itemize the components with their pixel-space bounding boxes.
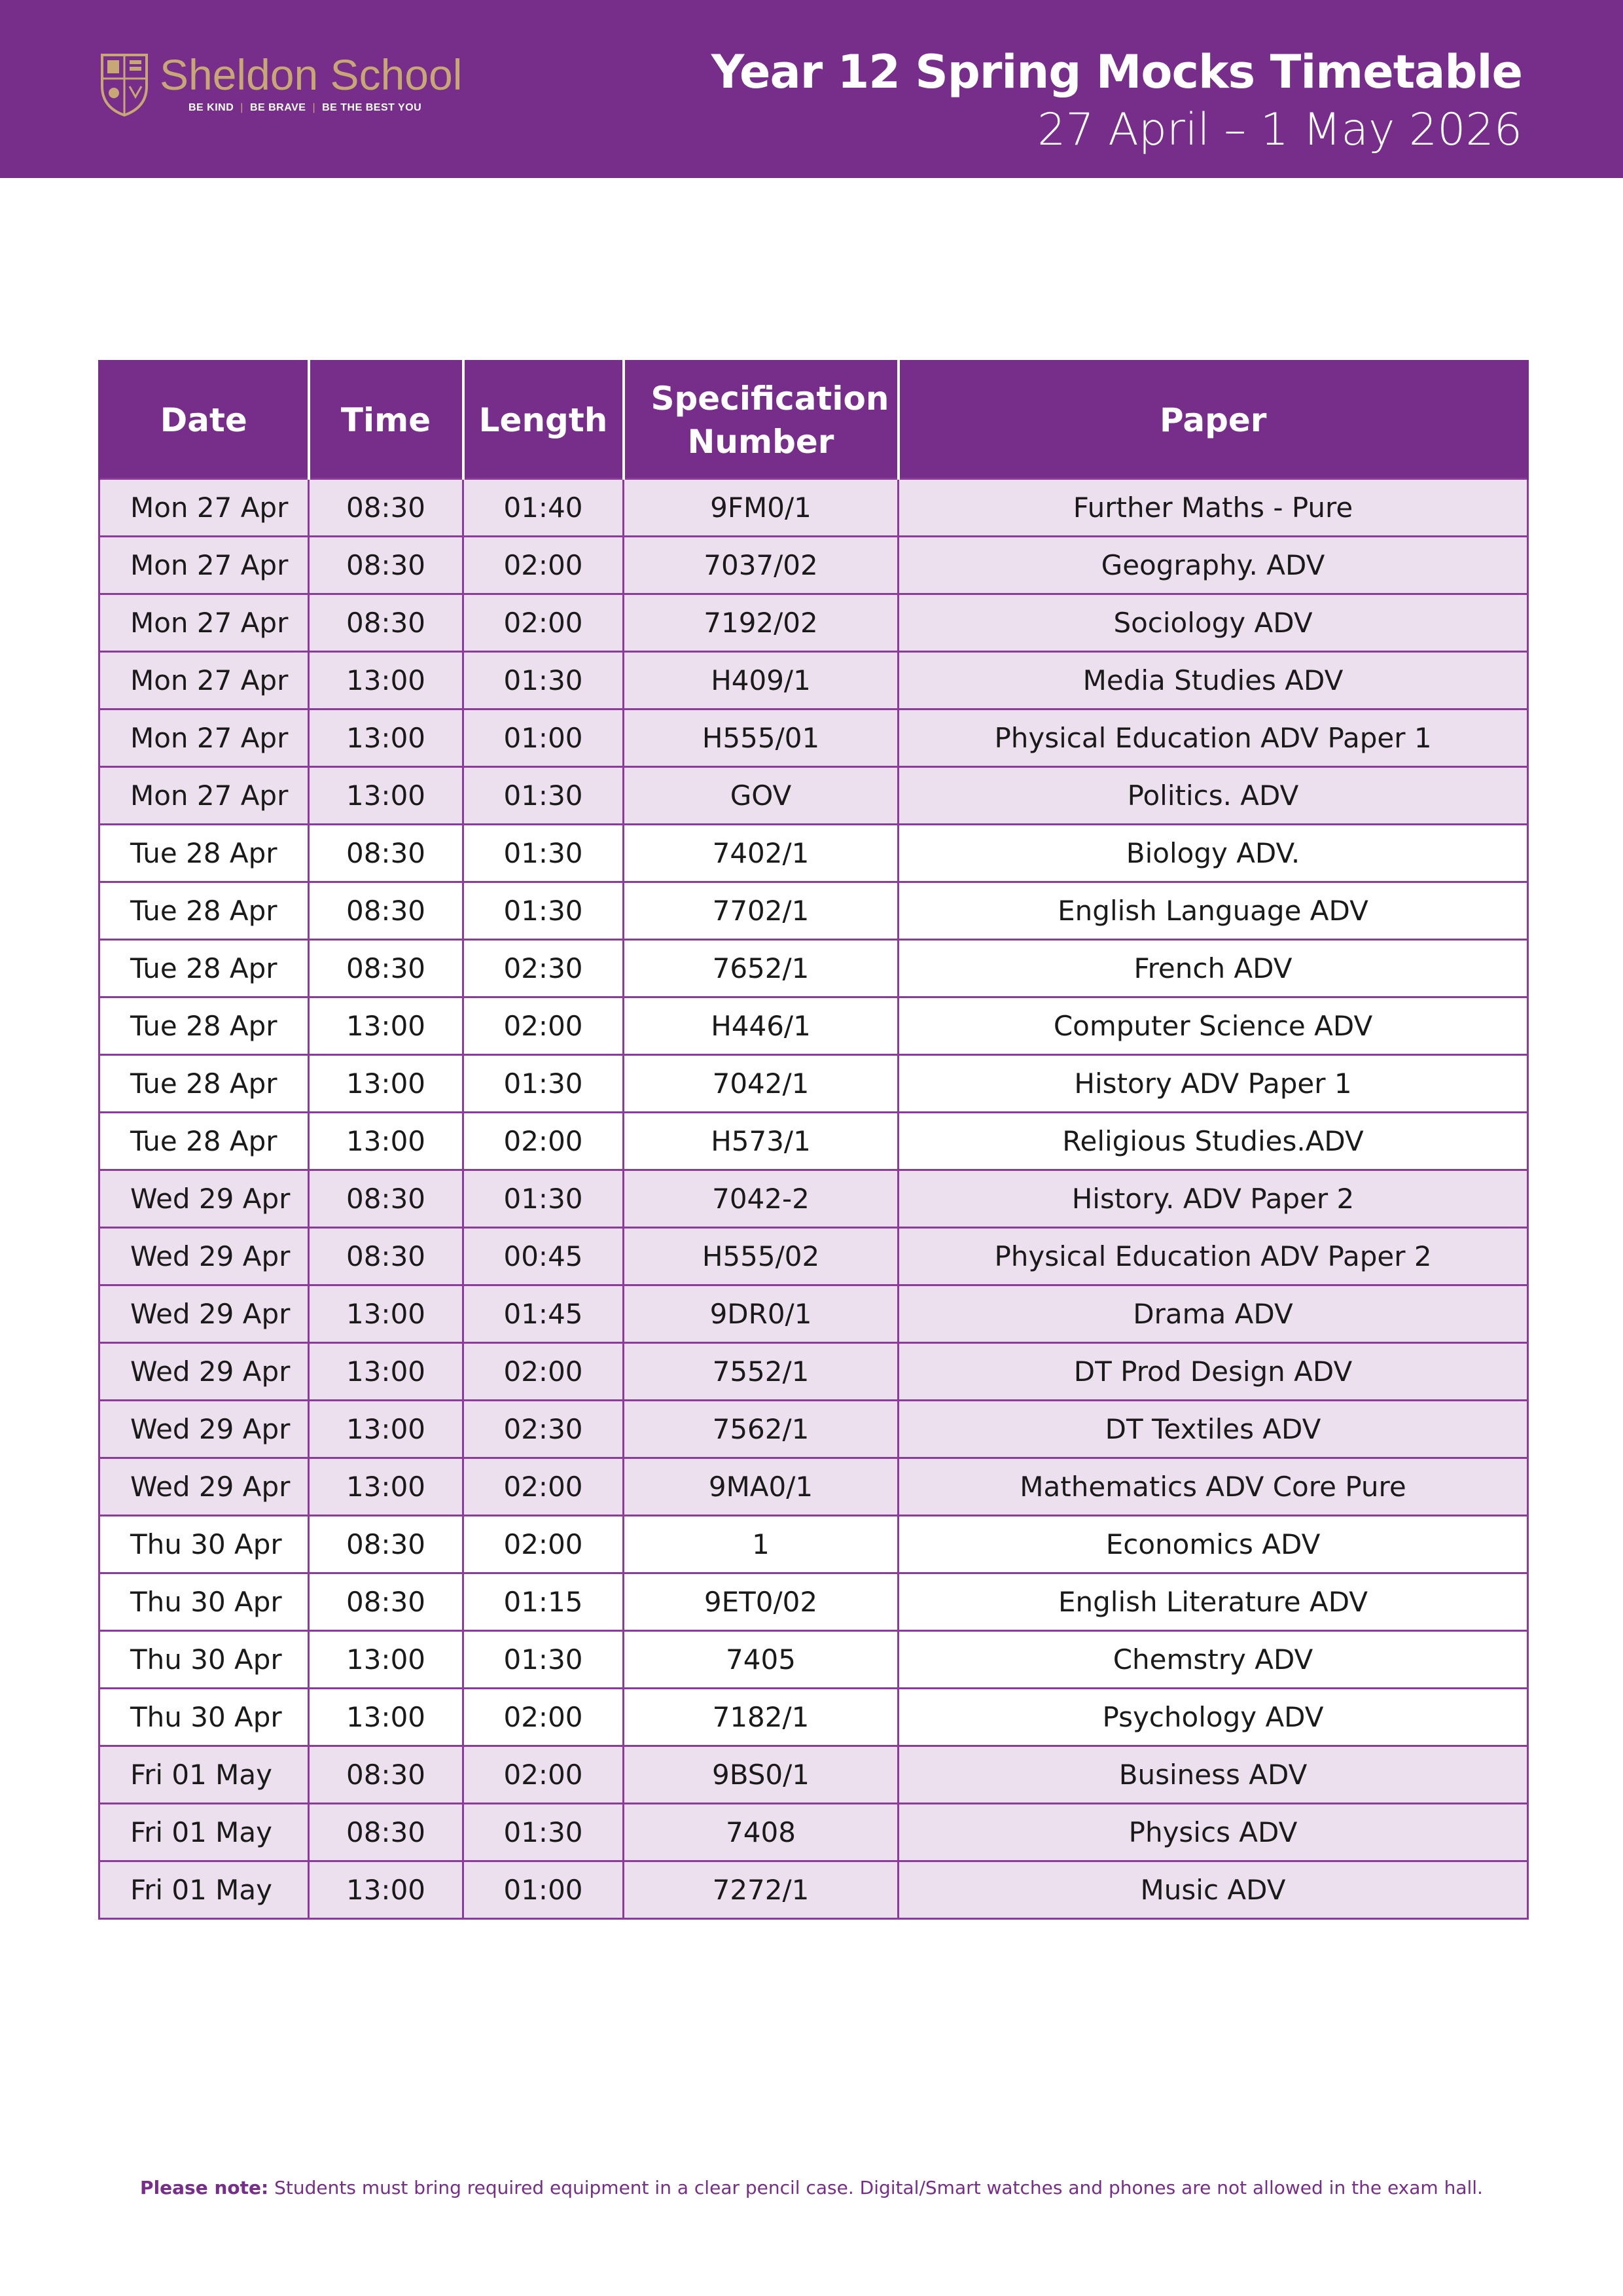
cell-specification-number: 7562/1 — [624, 1401, 899, 1458]
cell-time: 08:30 — [309, 1170, 463, 1228]
cell-specification-number: 9FM0/1 — [624, 479, 899, 537]
tagline-part: BE KIND — [188, 102, 234, 113]
school-logo — [99, 50, 463, 122]
cell-paper: Geography. ADV — [899, 537, 1528, 594]
table-row — [99, 1113, 1528, 1170]
table-row — [99, 1458, 1528, 1516]
cell-length: 01:45 — [463, 1285, 624, 1343]
cell-paper: Sociology ADV — [899, 594, 1528, 652]
table-row — [99, 479, 1528, 537]
cell-date: Wed 29 Apr — [99, 1458, 309, 1516]
column-header-length: Length — [463, 361, 624, 479]
cell-specification-number: 7042-2 — [624, 1170, 899, 1228]
cell-time: 13:00 — [309, 1689, 463, 1746]
cell-date: Mon 27 Apr — [99, 767, 309, 825]
cell-time: 08:30 — [309, 1573, 463, 1631]
cell-time: 13:00 — [309, 767, 463, 825]
cell-paper: Politics. ADV — [899, 767, 1528, 825]
cell-date: Tue 28 Apr — [99, 997, 309, 1055]
cell-time: 13:00 — [309, 1861, 463, 1919]
cell-length: 02:00 — [463, 594, 624, 652]
cell-specification-number: 1 — [624, 1516, 899, 1573]
cell-specification-number: 7402/1 — [624, 825, 899, 882]
table-header-row — [99, 361, 1528, 479]
cell-paper: DT Prod Design ADV — [899, 1343, 1528, 1401]
cell-length: 02:00 — [463, 1458, 624, 1516]
table-row — [99, 825, 1528, 882]
cell-paper: History ADV Paper 1 — [899, 1055, 1528, 1113]
cell-date: Mon 27 Apr — [99, 652, 309, 709]
cell-time: 08:30 — [309, 1228, 463, 1285]
cell-date: Wed 29 Apr — [99, 1228, 309, 1285]
note-label: Please note: — [140, 2177, 269, 2198]
cell-length: 01:30 — [463, 882, 624, 940]
cell-specification-number: 7182/1 — [624, 1689, 899, 1746]
cell-length: 01:15 — [463, 1573, 624, 1631]
table-row — [99, 1228, 1528, 1285]
footer-note — [0, 2177, 1623, 2198]
cell-date: Tue 28 Apr — [99, 882, 309, 940]
note-text: Students must bring required equipment in a clear pencil case. Digital/Smart watches and phones are not allowed in the exam hall. — [268, 2177, 1483, 2198]
cell-paper: Religious Studies.ADV — [899, 1113, 1528, 1170]
cell-length: 02:00 — [463, 997, 624, 1055]
cell-time: 13:00 — [309, 1343, 463, 1401]
cell-specification-number: H555/01 — [624, 709, 899, 767]
cell-time: 13:00 — [309, 1113, 463, 1170]
table-row — [99, 997, 1528, 1055]
cell-time: 08:30 — [309, 1746, 463, 1804]
cell-paper: Economics ADV — [899, 1516, 1528, 1573]
cell-time: 08:30 — [309, 1804, 463, 1861]
cell-specification-number: H409/1 — [624, 652, 899, 709]
cell-length: 01:40 — [463, 479, 624, 537]
cell-length: 01:30 — [463, 652, 624, 709]
cell-time: 08:30 — [309, 825, 463, 882]
cell-time: 13:00 — [309, 1285, 463, 1343]
cell-date: Tue 28 Apr — [99, 940, 309, 997]
cell-time: 08:30 — [309, 882, 463, 940]
cell-specification-number: 9DR0/1 — [624, 1285, 899, 1343]
cell-length: 01:00 — [463, 709, 624, 767]
cell-date: Thu 30 Apr — [99, 1516, 309, 1573]
table-row — [99, 1631, 1528, 1689]
page-header — [0, 0, 1623, 178]
school-crest-icon — [99, 52, 149, 118]
cell-time: 13:00 — [309, 1055, 463, 1113]
cell-date: Fri 01 May — [99, 1804, 309, 1861]
cell-paper: Media Studies ADV — [899, 652, 1528, 709]
cell-paper: Physics ADV — [899, 1804, 1528, 1861]
cell-date: Wed 29 Apr — [99, 1285, 309, 1343]
cell-date: Wed 29 Apr — [99, 1343, 309, 1401]
cell-length: 02:00 — [463, 1113, 624, 1170]
title-block — [711, 42, 1522, 158]
table-row — [99, 1516, 1528, 1573]
cell-paper: English Literature ADV — [899, 1573, 1528, 1631]
cell-paper: Biology ADV. — [899, 825, 1528, 882]
table-row — [99, 1343, 1528, 1401]
cell-time: 08:30 — [309, 1516, 463, 1573]
logo-wordmark: Sheldon School — [160, 50, 463, 99]
cell-paper: Computer Science ADV — [899, 997, 1528, 1055]
exam-timetable — [98, 360, 1529, 1920]
cell-date: Tue 28 Apr — [99, 1055, 309, 1113]
cell-time: 13:00 — [309, 652, 463, 709]
table-row — [99, 1573, 1528, 1631]
cell-date: Mon 27 Apr — [99, 537, 309, 594]
cell-specification-number: 7552/1 — [624, 1343, 899, 1401]
cell-length: 01:30 — [463, 825, 624, 882]
cell-time: 13:00 — [309, 709, 463, 767]
cell-date: Fri 01 May — [99, 1746, 309, 1804]
column-header-specification-number: Specification Number — [624, 361, 899, 479]
page-subtitle: 27 April – 1 May 2026 — [1037, 104, 1522, 156]
cell-date: Thu 30 Apr — [99, 1573, 309, 1631]
cell-date: Mon 27 Apr — [99, 709, 309, 767]
cell-specification-number: 7192/02 — [624, 594, 899, 652]
cell-date: Wed 29 Apr — [99, 1401, 309, 1458]
table-row — [99, 1401, 1528, 1458]
cell-length: 02:00 — [463, 1689, 624, 1746]
cell-specification-number: 9BS0/1 — [624, 1746, 899, 1804]
table-row — [99, 709, 1528, 767]
cell-length: 02:00 — [463, 1746, 624, 1804]
cell-date: Mon 27 Apr — [99, 594, 309, 652]
cell-paper: Music ADV — [899, 1861, 1528, 1919]
cell-paper: DT Textiles ADV — [899, 1401, 1528, 1458]
cell-length: 02:00 — [463, 1343, 624, 1401]
table-body — [99, 479, 1528, 1919]
cell-length: 01:30 — [463, 1804, 624, 1861]
cell-specification-number: H446/1 — [624, 997, 899, 1055]
cell-length: 02:30 — [463, 940, 624, 997]
cell-time: 13:00 — [309, 1458, 463, 1516]
cell-length: 00:45 — [463, 1228, 624, 1285]
cell-paper: History. ADV Paper 2 — [899, 1170, 1528, 1228]
cell-paper: Physical Education ADV Paper 1 — [899, 709, 1528, 767]
cell-length: 01:00 — [463, 1861, 624, 1919]
cell-paper: Chemstry ADV — [899, 1631, 1528, 1689]
cell-specification-number: 7272/1 — [624, 1861, 899, 1919]
tagline-part: BE THE BEST YOU — [322, 102, 422, 113]
cell-date: Fri 01 May — [99, 1861, 309, 1919]
logo-tagline: BE KIND | BE BRAVE | BE THE BEST YOU — [188, 102, 422, 113]
column-header-paper: Paper — [899, 361, 1528, 479]
cell-date: Thu 30 Apr — [99, 1631, 309, 1689]
table-row — [99, 940, 1528, 997]
cell-specification-number: 7702/1 — [624, 882, 899, 940]
table-row — [99, 1804, 1528, 1861]
cell-date: Tue 28 Apr — [99, 1113, 309, 1170]
table-row — [99, 1861, 1528, 1919]
cell-time: 13:00 — [309, 997, 463, 1055]
cell-specification-number: 7405 — [624, 1631, 899, 1689]
column-header-date: Date — [99, 361, 309, 479]
table-row — [99, 1285, 1528, 1343]
cell-paper: English Language ADV — [899, 882, 1528, 940]
column-header-time: Time — [309, 361, 463, 479]
table-row — [99, 882, 1528, 940]
cell-time: 08:30 — [309, 594, 463, 652]
cell-paper: French ADV — [899, 940, 1528, 997]
cell-specification-number: GOV — [624, 767, 899, 825]
cell-length: 01:30 — [463, 1631, 624, 1689]
cell-specification-number: H555/02 — [624, 1228, 899, 1285]
table-row — [99, 1746, 1528, 1804]
cell-time: 08:30 — [309, 479, 463, 537]
cell-specification-number: 7037/02 — [624, 537, 899, 594]
cell-paper: Business ADV — [899, 1746, 1528, 1804]
cell-specification-number: 7408 — [624, 1804, 899, 1861]
cell-paper: Drama ADV — [899, 1285, 1528, 1343]
cell-time: 13:00 — [309, 1401, 463, 1458]
cell-length: 01:30 — [463, 767, 624, 825]
table-row — [99, 594, 1528, 652]
cell-specification-number: 7042/1 — [624, 1055, 899, 1113]
table-row — [99, 1170, 1528, 1228]
cell-length: 01:30 — [463, 1055, 624, 1113]
cell-specification-number: 9MA0/1 — [624, 1458, 899, 1516]
tagline-part: BE BRAVE — [249, 102, 306, 113]
cell-time: 08:30 — [309, 940, 463, 997]
table-row — [99, 1689, 1528, 1746]
cell-paper: Physical Education ADV Paper 2 — [899, 1228, 1528, 1285]
cell-paper: Mathematics ADV Core Pure — [899, 1458, 1528, 1516]
cell-length: 02:00 — [463, 1516, 624, 1573]
table-row — [99, 1055, 1528, 1113]
cell-date: Thu 30 Apr — [99, 1689, 309, 1746]
cell-date: Tue 28 Apr — [99, 825, 309, 882]
cell-paper: Further Maths - Pure — [899, 479, 1528, 537]
table-row — [99, 652, 1528, 709]
page-title: Year 12 Spring Mocks Timetable — [711, 45, 1522, 99]
cell-time: 08:30 — [309, 537, 463, 594]
cell-date: Mon 27 Apr — [99, 479, 309, 537]
cell-specification-number: 9ET0/02 — [624, 1573, 899, 1631]
cell-paper: Psychology ADV — [899, 1689, 1528, 1746]
table-row — [99, 767, 1528, 825]
cell-date: Wed 29 Apr — [99, 1170, 309, 1228]
cell-specification-number: H573/1 — [624, 1113, 899, 1170]
cell-specification-number: 7652/1 — [624, 940, 899, 997]
cell-length: 01:30 — [463, 1170, 624, 1228]
cell-time: 13:00 — [309, 1631, 463, 1689]
table-row — [99, 537, 1528, 594]
cell-length: 02:00 — [463, 537, 624, 594]
cell-length: 02:30 — [463, 1401, 624, 1458]
